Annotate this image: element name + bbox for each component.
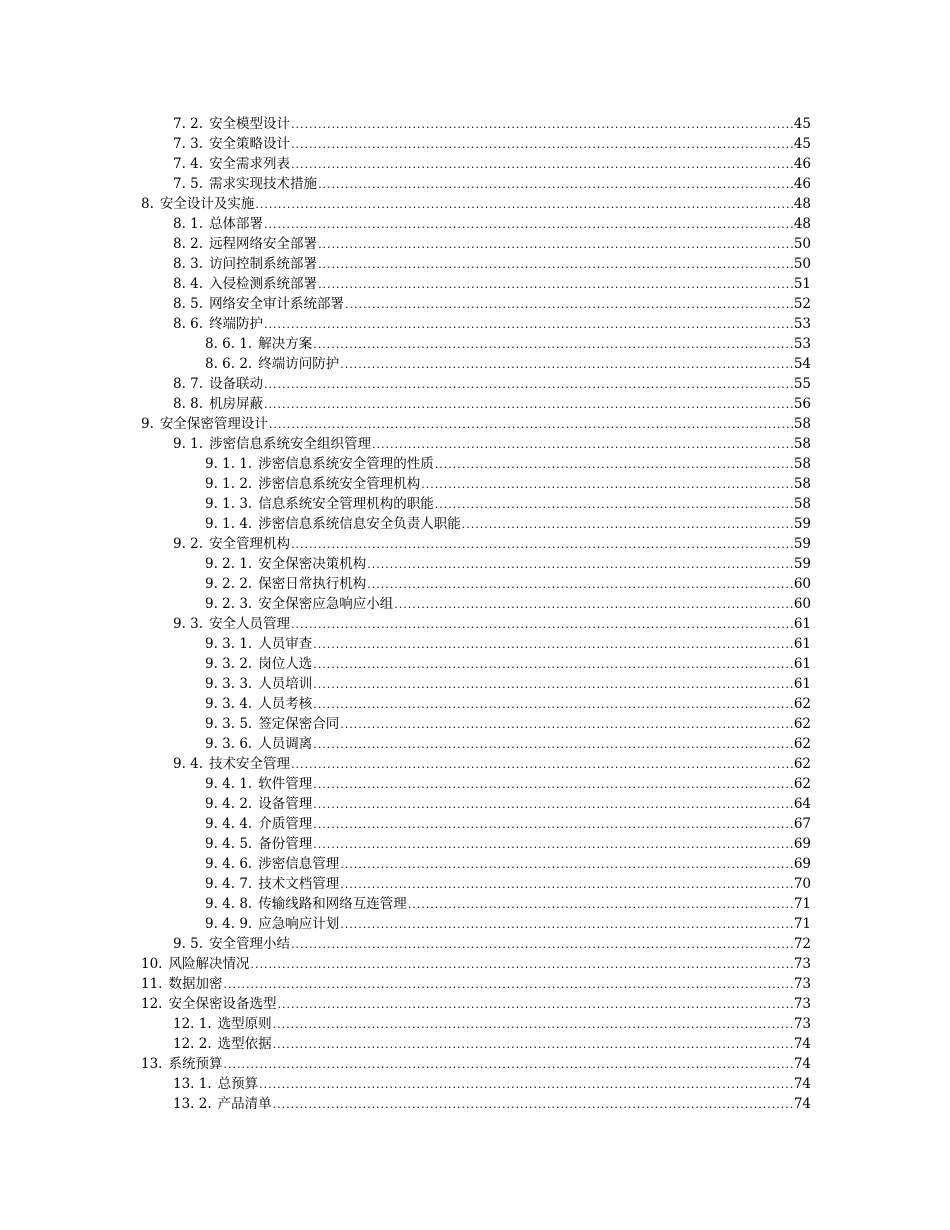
toc-entry-number: 12. <box>141 996 163 1012</box>
toc-entry[interactable] <box>0 794 811 814</box>
toc-entry-page-number: 59 <box>793 536 811 552</box>
toc-entry-page-number: 67 <box>793 816 811 832</box>
toc-entry-page-number: 61 <box>793 676 811 692</box>
toc-entry-page-number: 46 <box>793 176 811 192</box>
dot-leader <box>291 155 793 175</box>
toc-entry[interactable] <box>0 854 811 874</box>
toc-entry-page-number: 55 <box>793 376 811 392</box>
toc-entry-page-number: 71 <box>793 916 811 932</box>
toc-entry-title: 涉密信息系统安全组织管理 <box>209 436 372 452</box>
toc-entry-number: 10. <box>141 956 163 972</box>
dot-leader <box>462 515 793 535</box>
dot-leader <box>269 415 793 435</box>
toc-entry-page-number: 69 <box>793 836 811 852</box>
toc-entry-number: 8. 4. <box>173 276 204 292</box>
toc-entry-number: 8. 1. <box>173 216 204 232</box>
toc-entry-title: 备份管理 <box>258 836 313 852</box>
toc-entry-number: 9. 2. 1. <box>205 556 253 572</box>
toc-entry-number: 9. 5. <box>173 936 204 952</box>
toc-entry-title: 产品清单 <box>217 1096 272 1112</box>
toc-entry-title: 人员考核 <box>258 696 313 712</box>
toc-entry-title: 签定保密合同 <box>258 716 340 732</box>
toc-entry-title: 安全需求列表 <box>209 156 291 172</box>
toc-entry-title: 总预算 <box>217 1076 259 1092</box>
toc-entry-title: 机房屏蔽 <box>209 396 264 412</box>
toc-entry-page-number: 73 <box>793 976 811 992</box>
toc-entry-number: 7. 4. <box>173 156 204 172</box>
toc-entry-number: 12. 1. <box>173 1016 212 1032</box>
toc-entry-page-number: 73 <box>793 996 811 1012</box>
dot-leader <box>313 735 793 755</box>
toc-entry-number: 7. 2. <box>173 116 204 132</box>
toc-entry-page-number: 45 <box>793 136 811 152</box>
toc-entry[interactable] <box>0 1074 811 1094</box>
toc-entry[interactable] <box>0 734 811 754</box>
toc-entry-page-number: 58 <box>793 416 811 432</box>
toc-entry[interactable] <box>0 1054 811 1074</box>
toc-entry-number: 9. 1. 3. <box>205 496 253 512</box>
toc-entry-number: 13. 2. <box>173 1096 212 1112</box>
dot-leader <box>435 455 793 475</box>
dot-leader <box>318 235 793 255</box>
dot-leader <box>367 555 793 575</box>
toc-entry[interactable] <box>0 1034 811 1054</box>
toc-entry-page-number: 73 <box>793 1016 811 1032</box>
toc-entry-number: 9. 4. 1. <box>205 776 253 792</box>
toc-entry-number: 8. 6. 1. <box>205 336 253 352</box>
toc-entry-number: 11. <box>141 976 163 992</box>
toc-entry-number: 9. 3. <box>173 616 204 632</box>
toc-entry[interactable] <box>0 454 811 474</box>
toc-entry-page-number: 45 <box>793 116 811 132</box>
toc-entry-title: 安全管理小结 <box>209 936 291 952</box>
dot-leader <box>313 655 793 675</box>
toc-entry-page-number: 62 <box>793 696 811 712</box>
toc-entry-title: 人员培训 <box>258 676 313 692</box>
dot-leader <box>313 695 793 715</box>
dot-leader <box>277 995 792 1015</box>
toc-entry-number: 9. 4. 7. <box>205 876 253 892</box>
dot-leader <box>250 955 792 975</box>
toc-entry-title: 安全保密应急响应小组 <box>258 596 394 612</box>
toc-entry-number: 8. 6. 2. <box>205 356 253 372</box>
toc-entry-title: 设备管理 <box>258 796 313 812</box>
toc-entry-page-number: 60 <box>793 576 811 592</box>
toc-entry-number: 9. 2. <box>173 536 204 552</box>
toc-entry-page-number: 46 <box>793 156 811 172</box>
dot-leader <box>313 635 793 655</box>
dot-leader <box>264 375 793 395</box>
dot-leader <box>394 595 793 615</box>
toc-entry[interactable] <box>0 594 811 614</box>
toc-entry-number: 8. 2. <box>173 236 204 252</box>
toc-entry-page-number: 60 <box>793 596 811 612</box>
toc-entry-title: 信息系统安全管理机构的职能 <box>258 496 434 512</box>
toc-entry-title: 涉密信息系统安全管理机构 <box>258 476 421 492</box>
toc-entry-page-number: 61 <box>793 636 811 652</box>
toc-entry[interactable] <box>0 934 811 954</box>
toc-entry-title: 选型依据 <box>217 1036 272 1052</box>
toc-entry-page-number: 56 <box>793 396 811 412</box>
toc-entry-title: 安全模型设计 <box>209 116 291 132</box>
toc-entry-title: 总体部署 <box>209 216 264 232</box>
toc-entry[interactable] <box>0 914 811 934</box>
dot-leader <box>264 395 793 415</box>
dot-leader <box>340 855 793 875</box>
toc-entry-number: 9. 4. 2. <box>205 796 253 812</box>
toc-entry-number: 9. 1. 4. <box>205 516 253 532</box>
dot-leader <box>318 175 793 195</box>
toc-entry-title: 涉密信息系统信息安全负责人职能 <box>258 516 461 532</box>
toc-entry[interactable] <box>0 634 811 654</box>
toc-entry-number: 9. 4. 9. <box>205 916 253 932</box>
toc-entry[interactable] <box>0 834 811 854</box>
dot-leader <box>259 1075 793 1095</box>
dot-leader <box>264 315 793 335</box>
toc-entry-page-number: 53 <box>793 316 811 332</box>
toc-entry[interactable] <box>0 474 811 494</box>
toc-entry-page-number: 51 <box>793 276 811 292</box>
toc-entry-title: 人员调离 <box>258 736 313 752</box>
toc-entry-number: 9. <box>141 416 154 432</box>
toc-entry[interactable] <box>0 954 811 974</box>
toc-entry-number: 9. 1. 1. <box>205 456 253 472</box>
toc-entry-title: 安全设计及实施 <box>159 196 255 212</box>
toc-entry-title: 终端访问防护 <box>258 356 340 372</box>
toc-entry-title: 安全人员管理 <box>209 616 291 632</box>
toc-entry-title: 终端防护 <box>209 316 264 332</box>
toc-entry-title: 解决方案 <box>258 336 313 352</box>
dot-leader <box>291 535 793 555</box>
toc-entry[interactable] <box>0 434 811 454</box>
toc-entry-page-number: 74 <box>793 1076 811 1092</box>
toc-entry-page-number: 62 <box>793 716 811 732</box>
toc-entry-number: 9. 3. 3. <box>205 676 253 692</box>
toc-entry[interactable] <box>0 674 811 694</box>
toc-entry-title: 安全保密设备选型 <box>168 996 277 1012</box>
toc-entry-title: 保密日常执行机构 <box>258 576 367 592</box>
toc-entry-number: 9. 2. 2. <box>205 576 253 592</box>
toc-entry-number: 9. 4. 6. <box>205 856 253 872</box>
table-of-contents <box>0 114 950 1114</box>
toc-entry[interactable] <box>0 514 811 534</box>
toc-entry[interactable] <box>0 614 811 634</box>
toc-entry-page-number: 74 <box>793 1036 811 1052</box>
toc-entry-page-number: 62 <box>793 756 811 772</box>
toc-entry[interactable] <box>0 814 811 834</box>
toc-entry-page-number: 58 <box>793 436 811 452</box>
toc-entry-title: 技术文档管理 <box>258 876 340 892</box>
toc-entry-number: 9. 3. 2. <box>205 656 253 672</box>
toc-entry-title: 安全策略设计 <box>209 136 291 152</box>
toc-entry-number: 12. 2. <box>173 1036 212 1052</box>
toc-entry[interactable] <box>0 214 811 234</box>
dot-leader <box>313 775 793 795</box>
toc-entry[interactable] <box>0 154 811 174</box>
dot-leader <box>291 935 793 955</box>
toc-entry-number: 8. 5. <box>173 296 204 312</box>
toc-entry[interactable] <box>0 754 811 774</box>
toc-entry[interactable] <box>0 494 811 514</box>
toc-entry-title: 设备联动 <box>209 376 264 392</box>
dot-leader <box>291 115 793 135</box>
dot-leader <box>291 615 793 635</box>
toc-entry-page-number: 59 <box>793 556 811 572</box>
toc-entry-number: 9. 1. 2. <box>205 476 253 492</box>
dot-leader <box>291 135 793 155</box>
toc-entry[interactable] <box>0 114 811 134</box>
toc-entry-title: 风险解决情况 <box>168 956 250 972</box>
toc-entry-title: 涉密信息管理 <box>258 856 340 872</box>
toc-entry-number: 9. 2. 3. <box>205 596 253 612</box>
toc-entry-page-number: 62 <box>793 776 811 792</box>
toc-entry-number: 9. 1. <box>173 436 204 452</box>
toc-entry-page-number: 72 <box>793 936 811 952</box>
toc-entry-page-number: 73 <box>793 956 811 972</box>
toc-entry[interactable] <box>0 314 811 334</box>
toc-entry[interactable] <box>0 994 811 1014</box>
toc-entry-title: 安全管理机构 <box>209 536 291 552</box>
toc-entry-title: 访问控制系统部署 <box>209 256 318 272</box>
toc-entry[interactable] <box>0 294 811 314</box>
dot-leader <box>345 295 793 315</box>
toc-entry-title: 系统预算 <box>168 1056 223 1072</box>
toc-entry-page-number: 58 <box>793 476 811 492</box>
toc-entry[interactable] <box>0 194 811 214</box>
toc-entry-number: 8. 8. <box>173 396 204 412</box>
toc-entry-title: 入侵检测系统部署 <box>209 276 318 292</box>
toc-entry-number: 9. 3. 4. <box>205 696 253 712</box>
dot-leader <box>408 895 793 915</box>
toc-entry[interactable] <box>0 374 811 394</box>
toc-entry[interactable] <box>0 694 811 714</box>
toc-entry[interactable] <box>0 574 811 594</box>
toc-entry[interactable] <box>0 354 811 374</box>
toc-entry-number: 8. 7. <box>173 376 204 392</box>
toc-entry[interactable] <box>0 414 811 434</box>
toc-entry-number: 13. <box>141 1056 163 1072</box>
toc-entry-page-number: 58 <box>793 456 811 472</box>
toc-entry-title: 选型原则 <box>217 1016 272 1032</box>
dot-leader <box>421 475 793 495</box>
toc-entry-number: 9. 4. <box>173 756 204 772</box>
toc-entry-page-number: 58 <box>793 496 811 512</box>
toc-entry-title: 软件管理 <box>258 776 313 792</box>
dot-leader <box>318 255 793 275</box>
dot-leader <box>318 275 793 295</box>
toc-entry-number: 9. 3. 5. <box>205 716 253 732</box>
toc-entry-number: 9. 3. 6. <box>205 736 253 752</box>
dot-leader <box>291 755 793 775</box>
toc-entry[interactable] <box>0 274 811 294</box>
toc-entry[interactable] <box>0 334 811 354</box>
toc-entry[interactable] <box>0 234 811 254</box>
dot-leader <box>340 915 793 935</box>
toc-entry[interactable] <box>0 174 811 194</box>
toc-entry-page-number: 54 <box>793 356 811 372</box>
toc-entry-title: 应急响应计划 <box>258 916 340 932</box>
dot-leader <box>264 215 793 235</box>
toc-entry-page-number: 69 <box>793 856 811 872</box>
toc-entry[interactable] <box>0 394 811 414</box>
dot-leader <box>372 435 793 455</box>
toc-entry[interactable] <box>0 654 811 674</box>
toc-entry[interactable] <box>0 1014 811 1034</box>
dot-leader <box>223 975 792 995</box>
dot-leader <box>340 715 793 735</box>
toc-entry-page-number: 70 <box>793 876 811 892</box>
dot-leader <box>435 495 793 515</box>
toc-entry-number: 9. 4. 8. <box>205 896 253 912</box>
toc-entry-page-number: 50 <box>793 256 811 272</box>
toc-entry-title: 网络安全审计系统部署 <box>209 296 345 312</box>
toc-entry-page-number: 52 <box>793 296 811 312</box>
toc-entry-title: 需求实现技术措施 <box>209 176 318 192</box>
toc-entry-number: 8. 6. <box>173 316 204 332</box>
toc-entry-page-number: 64 <box>793 796 811 812</box>
dot-leader <box>255 195 792 215</box>
toc-entry-number: 8. 3. <box>173 256 204 272</box>
toc-entry-page-number: 61 <box>793 656 811 672</box>
toc-entry-page-number: 53 <box>793 336 811 352</box>
toc-entry-number: 13. 1. <box>173 1076 212 1092</box>
dot-leader <box>313 815 793 835</box>
dot-leader <box>223 1055 792 1075</box>
dot-leader <box>367 575 793 595</box>
toc-entry[interactable] <box>0 534 811 554</box>
dot-leader <box>273 1015 793 1035</box>
toc-entry-page-number: 48 <box>793 216 811 232</box>
toc-entry-number: 9. 4. 5. <box>205 836 253 852</box>
toc-entry-page-number: 74 <box>793 1096 811 1112</box>
toc-entry-page-number: 71 <box>793 896 811 912</box>
toc-entry-title: 人员审查 <box>258 636 313 652</box>
toc-entry-title: 技术安全管理 <box>209 756 291 772</box>
toc-entry[interactable] <box>0 894 811 914</box>
toc-entry-page-number: 48 <box>793 196 811 212</box>
toc-entry-page-number: 74 <box>793 1056 811 1072</box>
dot-leader <box>340 355 793 375</box>
dot-leader <box>313 675 793 695</box>
toc-entry[interactable] <box>0 134 811 154</box>
toc-entry-number: 7. 5. <box>173 176 204 192</box>
toc-entry-title: 安全保密管理设计 <box>159 416 268 432</box>
dot-leader <box>340 875 793 895</box>
toc-entry-title: 数据加密 <box>168 976 223 992</box>
toc-entry[interactable] <box>0 874 811 894</box>
toc-entry-page-number: 61 <box>793 616 811 632</box>
toc-entry-title: 传输线路和网络互连管理 <box>258 896 407 912</box>
dot-leader <box>273 1095 793 1115</box>
dot-leader <box>273 1035 793 1055</box>
toc-entry-page-number: 59 <box>793 516 811 532</box>
toc-entry-number: 8. <box>141 196 154 212</box>
toc-entry[interactable] <box>0 254 811 274</box>
toc-entry[interactable] <box>0 1094 811 1114</box>
toc-entry-title: 岗位人选 <box>258 656 313 672</box>
toc-entry-title: 安全保密决策机构 <box>258 556 367 572</box>
toc-entry[interactable] <box>0 714 811 734</box>
toc-entry[interactable] <box>0 974 811 994</box>
toc-entry-title: 介质管理 <box>258 816 313 832</box>
toc-entry-number: 9. 4. 4. <box>205 816 253 832</box>
toc-entry[interactable] <box>0 554 811 574</box>
toc-entry-title: 涉密信息系统安全管理的性质 <box>258 456 434 472</box>
dot-leader <box>313 835 793 855</box>
toc-entry-page-number: 50 <box>793 236 811 252</box>
toc-entry-number: 9. 3. 1. <box>205 636 253 652</box>
toc-entry-number: 7. 3. <box>173 136 204 152</box>
dot-leader <box>313 795 793 815</box>
toc-entry-title: 远程网络安全部署 <box>209 236 318 252</box>
toc-entry-page-number: 62 <box>793 736 811 752</box>
dot-leader <box>313 335 793 355</box>
toc-entry[interactable] <box>0 774 811 794</box>
